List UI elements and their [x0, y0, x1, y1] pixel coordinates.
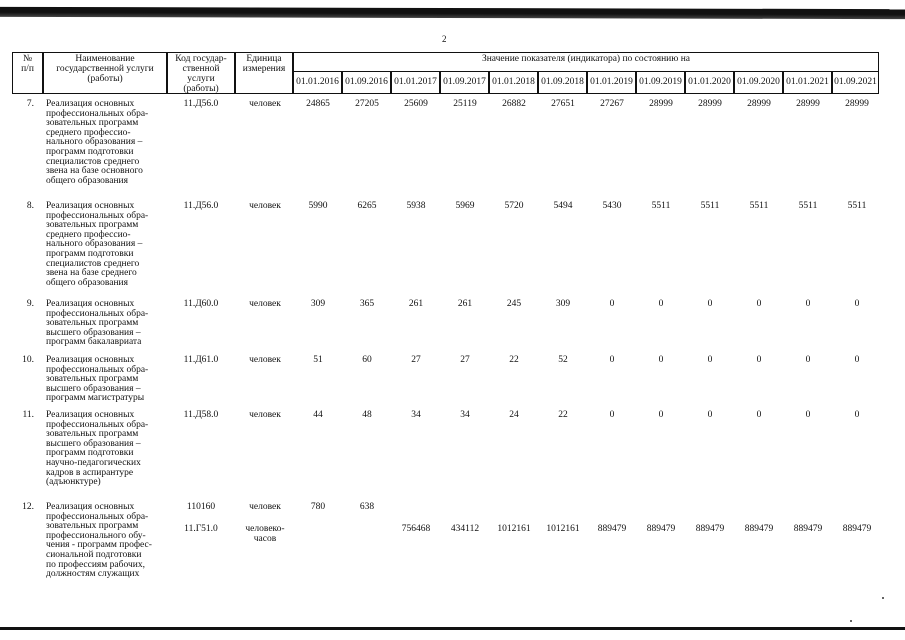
header-service-name: Наименование государственной услуги (работы)	[43, 52, 167, 94]
indicator-value: 27267	[600, 99, 624, 109]
indicator-value: 28999	[649, 99, 673, 109]
header-date: 01.01.2016	[293, 71, 342, 94]
service-name: Реализация основных профессиональных обра- зовательных программ профессионального обу- чения - программ профес- сиональной подготовки по профессиям рабочих, должностям служащих	[46, 502, 152, 580]
service-name: Реализация основных профессиональных обра- зовательных программ среднего профессио- нального образования – программ подготовки специалистов среднего звена на базе основного общего образования	[46, 99, 149, 186]
service-code: 11.Г51.0	[184, 524, 218, 534]
indicator-value: 1012161	[546, 524, 580, 534]
indicator-value: 434112	[450, 524, 480, 534]
service-code: 11.Д58.0	[183, 410, 219, 420]
indicator-value: 28999	[845, 99, 869, 109]
indicator-value: 5720	[504, 201, 524, 211]
indicator-value: 0	[756, 299, 762, 309]
indicator-value: 889479	[842, 524, 872, 534]
indicator-value: 52	[558, 355, 568, 365]
scan-speck	[882, 597, 884, 599]
indicator-value: 889479	[597, 524, 627, 534]
indicator-value: 5511	[798, 201, 818, 211]
service-code: 11.Д56.0	[183, 99, 219, 109]
header-indicator-values: Значение показателя (индикатора) по состоянию на	[293, 52, 879, 72]
row-number: 12.	[22, 502, 34, 512]
indicator-value: 0	[805, 299, 811, 309]
indicator-value: 27	[460, 355, 470, 365]
indicator-value: 0	[707, 355, 713, 365]
service-code: 11.Д60.0	[183, 299, 219, 309]
indicator-value: 5511	[651, 201, 671, 211]
indicator-value: 5430	[602, 201, 622, 211]
indicator-value: 34	[460, 410, 470, 420]
unit: человек	[249, 355, 281, 365]
indicator-value: 261	[408, 299, 424, 309]
indicator-value: 27	[411, 355, 421, 365]
indicator-value: 26882	[502, 99, 526, 109]
row-number: 7.	[26, 99, 34, 109]
indicator-value: 5511	[749, 201, 769, 211]
indicator-value: 28999	[747, 99, 771, 109]
header-date: 01.09.2018	[538, 71, 587, 94]
unit: человек	[249, 502, 281, 512]
indicator-value: 24865	[306, 99, 330, 109]
service-code: 11.Д61.0	[183, 355, 219, 365]
service-code: 11.Д56.0	[183, 201, 219, 211]
indicator-value: 756468	[401, 524, 431, 534]
scan-top-edge	[0, 7, 905, 19]
unit: человек	[249, 410, 281, 420]
indicator-value: 0	[609, 410, 615, 420]
indicator-value: 0	[805, 355, 811, 365]
indicator-value: 5990	[308, 201, 328, 211]
indicator-value: 309	[555, 299, 571, 309]
indicator-value: 0	[854, 410, 860, 420]
page-number: 2	[442, 34, 447, 44]
indicator-value: 44	[313, 410, 323, 420]
indicator-value: 0	[609, 355, 615, 365]
row-number: 9.	[26, 299, 34, 309]
indicator-value: 25609	[404, 99, 428, 109]
indicator-value: 48	[362, 410, 372, 420]
indicator-value: 27205	[355, 99, 379, 109]
header-date: 01.09.2017	[440, 71, 489, 94]
header-date: 01.01.2020	[685, 71, 734, 94]
indicator-value: 22	[509, 355, 519, 365]
unit: человек	[249, 99, 281, 109]
scan-speck	[850, 620, 852, 622]
indicator-value: 5494	[553, 201, 573, 211]
indicator-value: 245	[506, 299, 522, 309]
header-date: 01.09.2021	[832, 71, 879, 94]
header-unit: Единица измерения	[235, 52, 293, 94]
indicator-value: 5511	[847, 201, 867, 211]
row-number: 11.	[22, 410, 34, 420]
indicator-value: 0	[658, 299, 664, 309]
indicator-value: 22	[558, 410, 568, 420]
indicator-value: 889479	[646, 524, 676, 534]
row-number: 10.	[22, 355, 34, 365]
indicator-value: 28999	[796, 99, 820, 109]
indicator-value: 0	[658, 355, 664, 365]
indicator-value: 5938	[406, 201, 426, 211]
header-date: 01.01.2018	[489, 71, 538, 94]
indicator-value: 0	[756, 355, 762, 365]
indicator-value: 0	[854, 299, 860, 309]
indicator-value: 889479	[793, 524, 823, 534]
indicator-value: 24	[509, 410, 519, 420]
header-date: 01.01.2017	[391, 71, 440, 94]
indicator-value: 51	[313, 355, 323, 365]
unit: человек	[249, 299, 281, 309]
indicator-value: 0	[756, 410, 762, 420]
header-date: 01.01.2019	[587, 71, 636, 94]
indicator-value: 365	[359, 299, 375, 309]
header-date: 01.01.2021	[783, 71, 832, 94]
indicator-value: 0	[658, 410, 664, 420]
service-name: Реализация основных профессиональных обра- зовательных программ высшего образования – программ бакалавриата	[46, 299, 149, 348]
service-code: 110160	[186, 502, 216, 512]
service-name: Реализация основных профессиональных обра- зовательных программ среднего профессио- нального образования – программ подготовки специалистов среднего звена на базе среднего общего образования	[46, 201, 149, 288]
indicator-value: 309	[310, 299, 326, 309]
indicator-value: 34	[411, 410, 421, 420]
header-date: 01.09.2019	[636, 71, 685, 94]
indicator-value: 889479	[744, 524, 774, 534]
indicator-value: 889479	[695, 524, 725, 534]
indicator-value: 60	[362, 355, 372, 365]
indicator-value: 25119	[453, 99, 477, 109]
row-number: 8.	[26, 201, 34, 211]
indicator-value: 780	[310, 502, 326, 512]
indicator-value: 0	[805, 410, 811, 420]
unit: человек	[249, 201, 281, 211]
indicator-value: 1012161	[497, 524, 531, 534]
service-name: Реализация основных профессиональных обра- зовательных программ высшего образования – программ подготовки научно-педагогических кадров в аспирантуре (адъюнктуре)	[46, 410, 149, 488]
indicator-value: 638	[359, 502, 375, 512]
indicator-value: 0	[707, 410, 713, 420]
indicator-value: 6265	[357, 201, 377, 211]
header-date: 01.09.2016	[342, 71, 391, 94]
indicator-value: 27651	[551, 99, 575, 109]
indicator-value: 0	[707, 299, 713, 309]
indicator-value: 0	[854, 355, 860, 365]
unit: человеко- часов	[245, 524, 285, 544]
header-date: 01.09.2020	[734, 71, 783, 94]
header-number: № п/п	[12, 52, 43, 94]
indicator-value: 5511	[700, 201, 720, 211]
indicator-value: 0	[609, 299, 615, 309]
service-name: Реализация основных профессиональных обра- зовательных программ высшего образования – программ магистратуры	[46, 355, 149, 404]
indicator-value: 261	[457, 299, 473, 309]
indicator-value: 28999	[698, 99, 722, 109]
scan-bottom-edge	[0, 627, 905, 630]
indicator-value: 5969	[455, 201, 475, 211]
header-service-code: Код государ- ственной услуги (работы)	[167, 52, 235, 94]
